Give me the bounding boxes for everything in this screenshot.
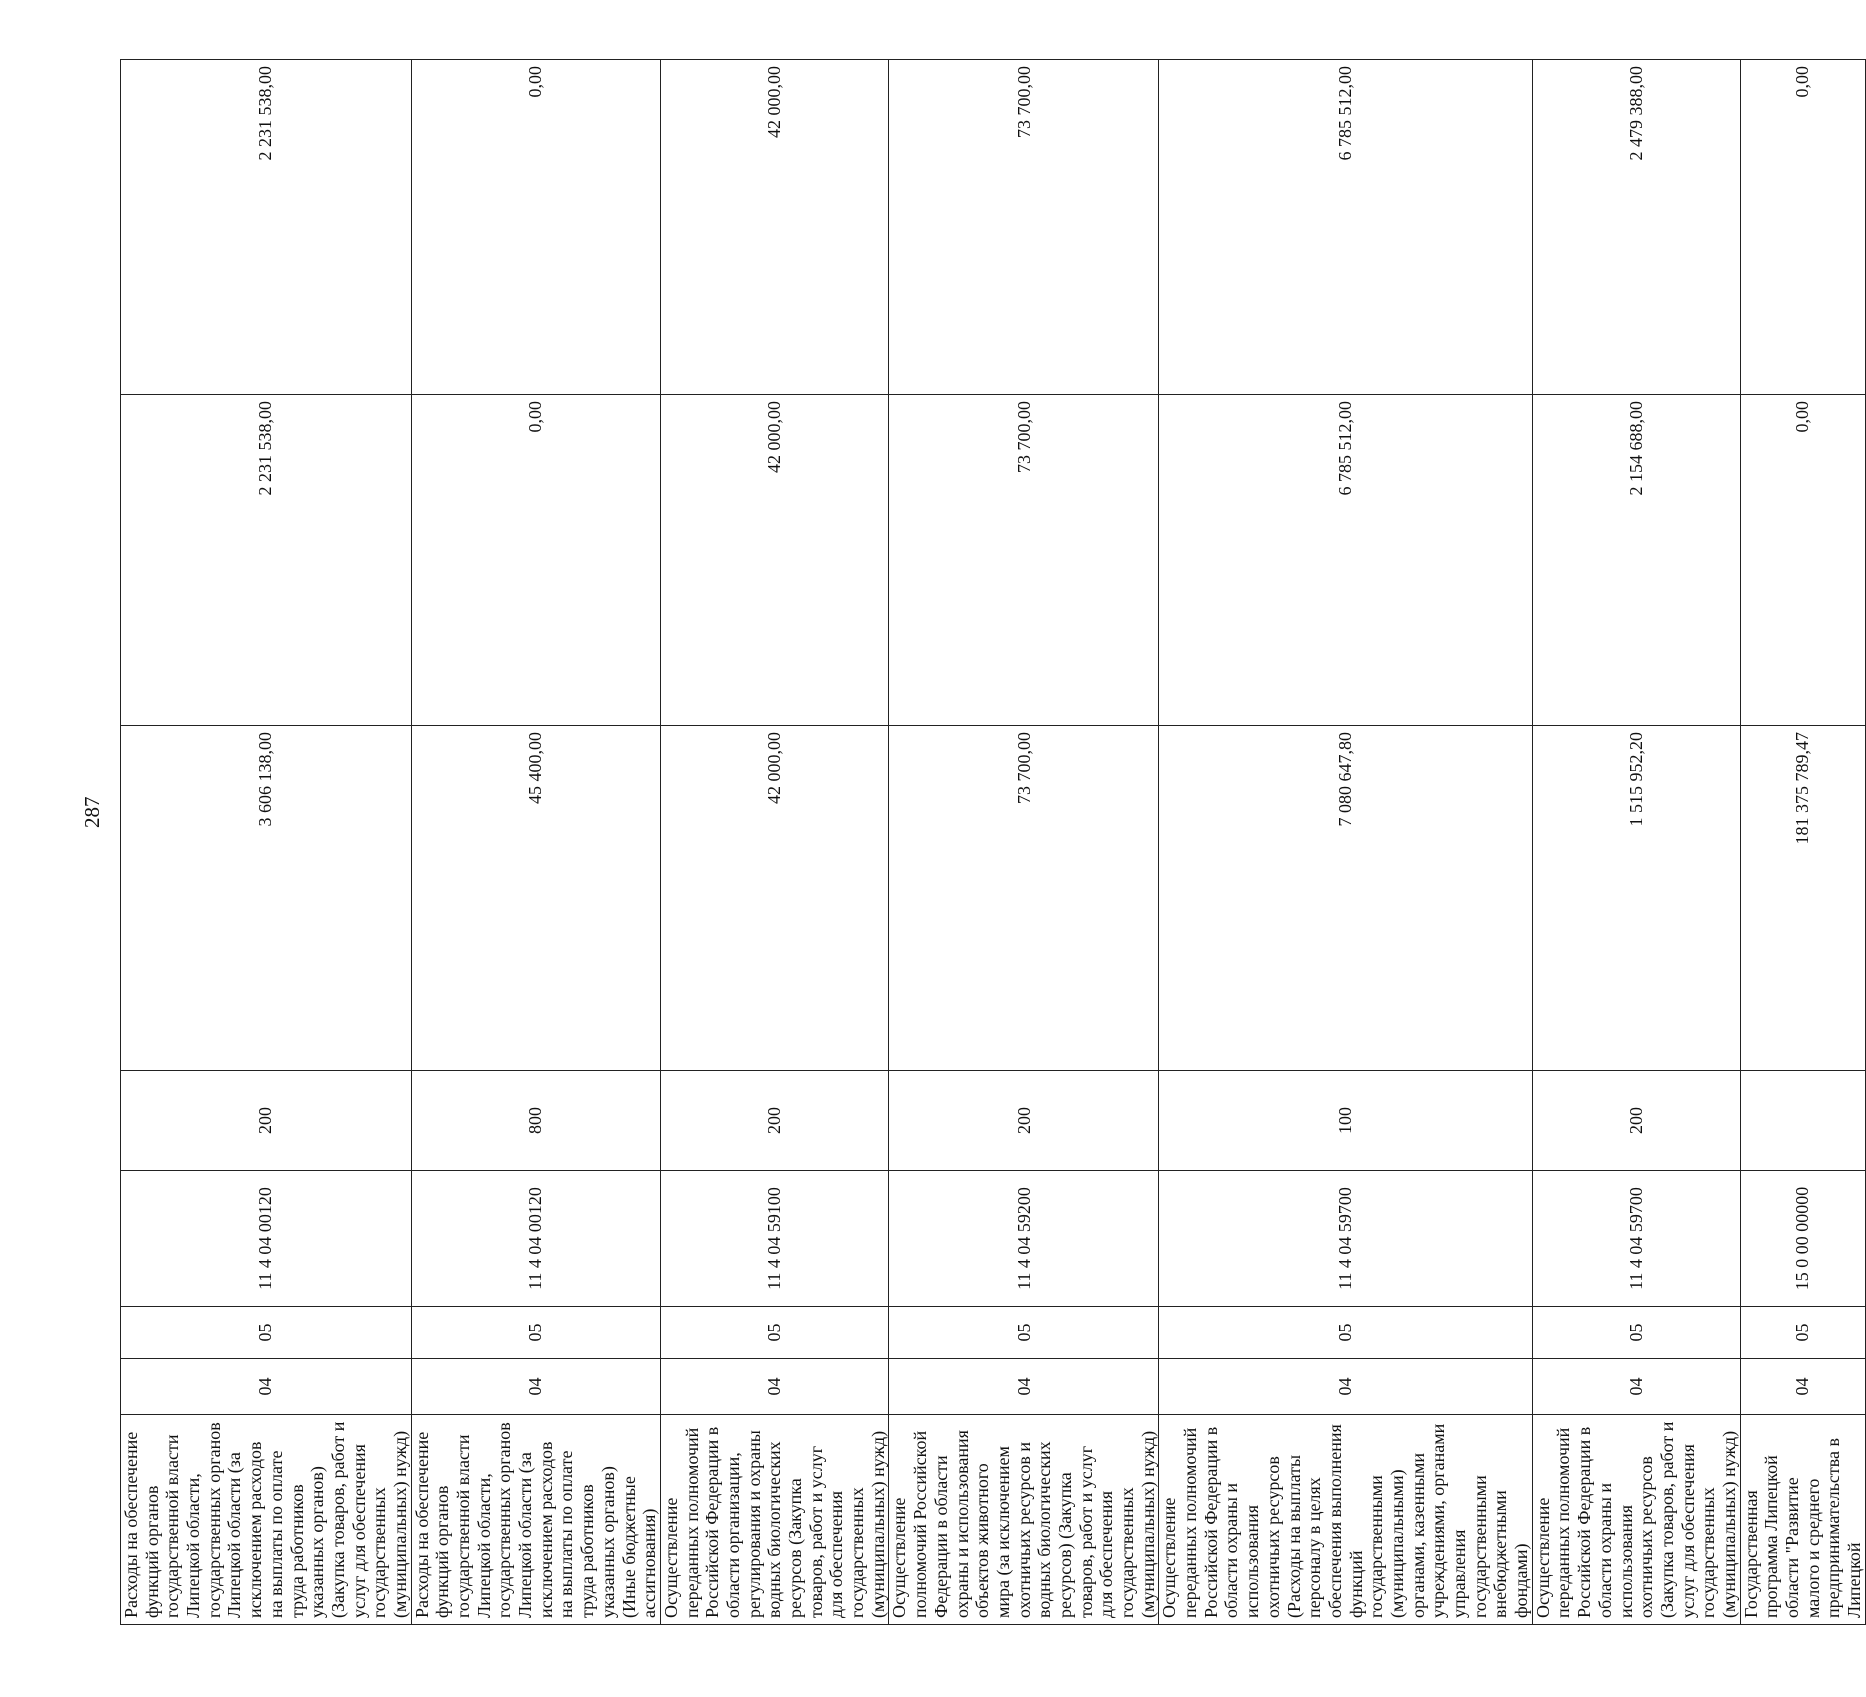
ministry-code: 04 <box>1532 1359 1740 1415</box>
ministry-code: 04 <box>1159 1359 1532 1415</box>
row-description: Осуществление полномочий Российской Федерации в области охраны и использования объектов животного мира (за исключением охотничьих ресурсов и водных биологических ресурсов) (Закупка товаров, работ и услуг для обеспечения государственных (муниципальных) нужд) <box>889 1415 1159 1625</box>
row-description: Осуществление переданных полномочий Российской Федерации в области организации, регулирования и охраны водных биологических ресурсов (Закупка товаров, работ и услуг для обеспечения государственных (муниципальных) нужд) <box>660 1415 889 1625</box>
row-description: Осуществление переданных полномочий Российской Федерации в области охраны и использования охотничьих ресурсов (Закупка товаров, работ и услуг для обеспечения государственных (муниципальных) нужд) <box>1532 1415 1740 1625</box>
amount-year-1: 181 375 789,47 <box>1740 726 1865 1071</box>
expense-type-code <box>1740 1071 1865 1171</box>
expense-type-code: 100 <box>1159 1071 1532 1171</box>
amount-year-2: 6 785 512,00 <box>1159 395 1532 726</box>
table-row <box>889 60 1159 1625</box>
ministry-code: 04 <box>1740 1359 1865 1415</box>
target-article-code: 15 0 00 00000 <box>1740 1171 1865 1307</box>
amount-year-3: 42 000,00 <box>660 60 889 395</box>
ministry-code: 04 <box>121 1359 412 1415</box>
table-row <box>1740 60 1865 1625</box>
amount-year-1: 45 400,00 <box>411 726 660 1071</box>
target-article-code: 11 4 04 00120 <box>411 1171 660 1307</box>
budget-table <box>120 59 1866 1625</box>
target-article-code: 11 4 04 00120 <box>121 1171 412 1307</box>
ministry-code: 04 <box>660 1359 889 1415</box>
amount-year-1: 42 000,00 <box>660 726 889 1071</box>
expense-type-code: 200 <box>121 1071 412 1171</box>
ministry-code: 04 <box>889 1359 1159 1415</box>
amount-year-3: 0,00 <box>1740 60 1865 395</box>
amount-year-3: 73 700,00 <box>889 60 1159 395</box>
subsection-code: 05 <box>660 1307 889 1359</box>
row-description: Расходы на обеспечение функций органов государственной власти Липецкой области, государственных органов Липецкой области (за исключением расходов на выплаты по оплате труда работников указанных органов) (Закупка товаров, работ и услуг для обеспечения государственных (муниципальных) нужд) <box>121 1415 412 1625</box>
amount-year-3: 2 479 388,00 <box>1532 60 1740 395</box>
subsection-code: 05 <box>1740 1307 1865 1359</box>
page-number: 287 <box>80 796 104 828</box>
subsection-code: 05 <box>1532 1307 1740 1359</box>
subsection-code: 05 <box>1159 1307 1532 1359</box>
target-article-code: 11 4 04 59700 <box>1159 1171 1532 1307</box>
amount-year-1: 3 606 138,00 <box>121 726 412 1071</box>
table-row <box>121 60 412 1625</box>
table-row <box>1532 60 1740 1625</box>
amount-year-1: 7 080 647,80 <box>1159 726 1532 1071</box>
amount-year-3: 6 785 512,00 <box>1159 60 1532 395</box>
rotated-page-content <box>120 60 1865 1625</box>
expense-type-code: 200 <box>1532 1071 1740 1171</box>
target-article-code: 11 4 04 59200 <box>889 1171 1159 1307</box>
table-row <box>411 60 660 1625</box>
amount-year-1: 73 700,00 <box>889 726 1159 1071</box>
amount-year-3: 2 231 538,00 <box>121 60 412 395</box>
subsection-code: 05 <box>411 1307 660 1359</box>
row-description: Государственная программа Липецкой области "Развитие малого и среднего предпринимательства в Липецкой <box>1740 1415 1865 1625</box>
amount-year-3: 0,00 <box>411 60 660 395</box>
amount-year-2: 42 000,00 <box>660 395 889 726</box>
subsection-code: 05 <box>121 1307 412 1359</box>
row-description: Расходы на обеспечение функций органов государственной власти Липецкой области, государственных органов Липецкой области (за исключением расходов на выплаты по оплате труда работников указанных органов) (Иные бюджетные ассигнования) <box>411 1415 660 1625</box>
amount-year-1: 1 515 952,20 <box>1532 726 1740 1071</box>
ministry-code: 04 <box>411 1359 660 1415</box>
amount-year-2: 0,00 <box>411 395 660 726</box>
target-article-code: 11 4 04 59100 <box>660 1171 889 1307</box>
target-article-code: 11 4 04 59700 <box>1532 1171 1740 1307</box>
amount-year-2: 0,00 <box>1740 395 1865 726</box>
amount-year-2: 73 700,00 <box>889 395 1159 726</box>
table-row <box>660 60 889 1625</box>
subsection-code: 05 <box>889 1307 1159 1359</box>
expense-type-code: 200 <box>889 1071 1159 1171</box>
amount-year-2: 2 154 688,00 <box>1532 395 1740 726</box>
expense-type-code: 800 <box>411 1071 660 1171</box>
row-description: Осуществление переданных полномочий Российской Федерации в области охраны и использования охотничьих ресурсов (Расходы на выплаты персоналу в целях обеспечения выполнения функций государственными (муниципальными) органами, казенными учреждениями, органами управления государственными внебюджетными фондами) <box>1159 1415 1532 1625</box>
expense-type-code: 200 <box>660 1071 889 1171</box>
table-row <box>1159 60 1532 1625</box>
amount-year-2: 2 231 538,00 <box>121 395 412 726</box>
